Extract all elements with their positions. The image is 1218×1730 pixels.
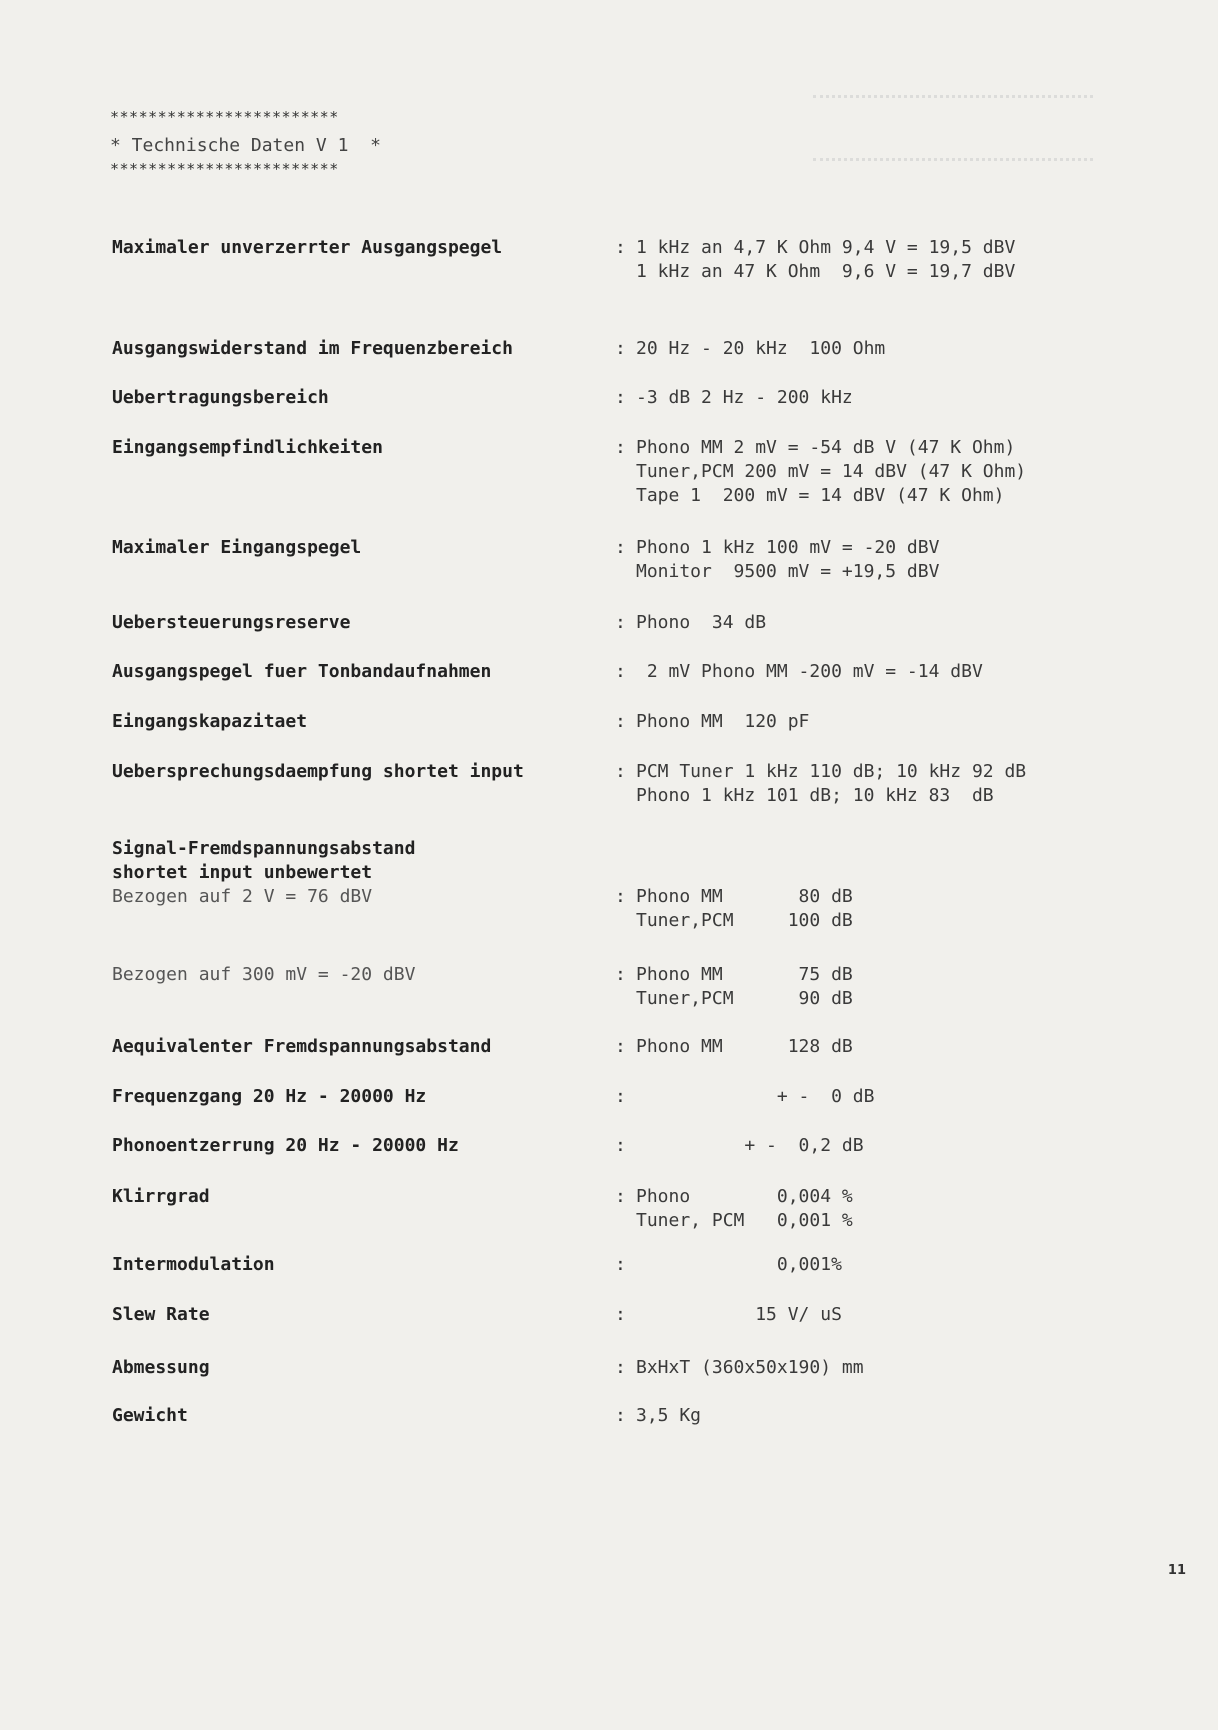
spec-value (636, 710, 809, 734)
spec-value (636, 1185, 853, 1233)
spec-label (112, 1253, 275, 1277)
spec-label-text: Phonoentzerrung 20 Hz - 20000 Hz (112, 1135, 459, 1156)
spec-colon: : (615, 338, 626, 359)
spec-value-line: 2 mV Phono MM -200 mV = -14 dBV (636, 661, 983, 682)
spec-sublabel: Bezogen auf 2 V = 76 dBV (112, 886, 373, 907)
spec-value-line: Phono 34 dB (636, 612, 767, 633)
spec-colon: : (615, 886, 626, 907)
spec-colon: : (615, 964, 626, 985)
spec-value-line: Tuner,PCM 90 dB (636, 988, 853, 1009)
spec-value-line: Tuner, PCM 0,001 % (636, 1210, 853, 1231)
spec-value-line: Phono MM 2 mV = -54 dB V (47 K Ohm) (636, 437, 1016, 458)
spec-value (636, 963, 853, 1011)
spec-colon: : (615, 537, 626, 558)
spec-colon: : (615, 387, 626, 408)
spec-value (636, 1253, 842, 1277)
spec-colon: : (615, 437, 626, 458)
spec-colon: : (615, 1086, 626, 1107)
spec-label (112, 1303, 210, 1327)
spec-label (112, 837, 415, 909)
spec-value (636, 611, 766, 635)
spec-value-line: 1 kHz an 47 K Ohm 9,6 V = 19,7 dBV (636, 261, 1016, 282)
spec-colon: : (615, 761, 626, 782)
spec-value-line: Tuner,PCM 200 mV = 14 dBV (47 K Ohm) (636, 461, 1027, 482)
spec-label-text: Maximaler Eingangspegel (112, 537, 362, 558)
spec-label (112, 536, 361, 560)
spec-value-line: Phono MM 120 pF (636, 711, 810, 732)
spec-label-text: Intermodulation (112, 1254, 275, 1275)
spec-label (112, 963, 415, 987)
spec-label-text: Ausgangspegel fuer Tonbandaufnahmen (112, 661, 492, 682)
spec-value-line: Tuner,PCM 100 dB (636, 910, 853, 931)
spec-label-text: Uebersteuerungsreserve (112, 612, 351, 633)
spec-value-line: 3,5 Kg (636, 1405, 702, 1426)
spec-label-text: Aequivalenter Fremdspannungsabstand (112, 1036, 492, 1057)
spec-value (636, 1085, 874, 1109)
spec-sublabel: Bezogen auf 300 mV = -20 dBV (112, 964, 416, 985)
spec-label-text: Eingangskapazitaet (112, 711, 308, 732)
spec-colon: : (615, 1186, 626, 1207)
spec-value-line: 0,001% (636, 1254, 842, 1275)
spec-value-line: Phono 1 kHz 100 mV = -20 dBV (636, 537, 940, 558)
spec-value-line: Phono 1 kHz 101 dB; 10 kHz 83 dB (636, 785, 994, 806)
spec-label-text: Klirrgrad (112, 1186, 210, 1207)
header-stars-bottom: ************************ (110, 160, 339, 178)
spec-value-line: Phono MM 75 dB (636, 964, 853, 985)
spec-value-line: Monitor 9500 mV = +19,5 dBV (636, 561, 940, 582)
spec-value-line: BxHxT (360x50x190) mm (636, 1357, 864, 1378)
page-number: 11 (1167, 1563, 1186, 1578)
spec-colon: : (615, 612, 626, 633)
spec-value-line: 15 V/ uS (636, 1304, 842, 1325)
spec-colon: : (615, 1357, 626, 1378)
spec-colon: : (615, 1405, 626, 1426)
spec-label-text: Signal-Fremdspannungsabstand (112, 838, 416, 859)
spec-label-text: Frequenzgang 20 Hz - 20000 Hz (112, 1086, 427, 1107)
spec-colon: : (615, 711, 626, 732)
spec-value (636, 660, 983, 684)
spec-value-line: + - 0 dB (636, 1086, 875, 1107)
spec-value (636, 760, 1026, 808)
spec-label-text: Gewicht (112, 1405, 188, 1426)
spec-label-text: Uebertragungsbereich (112, 387, 329, 408)
spec-label-text: Eingangsempfindlichkeiten (112, 437, 383, 458)
spec-value-line: 20 Hz - 20 kHz 100 Ohm (636, 338, 886, 359)
bleed-through-shadow (813, 95, 1093, 161)
spec-value-line: 1 kHz an 4,7 K Ohm 9,4 V = 19,5 dBV (636, 237, 1016, 258)
spec-value (636, 1134, 864, 1158)
spec-label (112, 1085, 426, 1109)
header-stars-top: ************************ (110, 108, 339, 126)
spec-value (636, 436, 1026, 508)
spec-value (636, 536, 939, 584)
spec-label-text: Uebersprechungsdaempfung shortet input (112, 761, 524, 782)
spec-value (636, 386, 853, 410)
spec-label-text: Abmessung (112, 1357, 210, 1378)
spec-value-line: Phono MM 128 dB (636, 1036, 853, 1057)
spec-label-text: Slew Rate (112, 1304, 210, 1325)
spec-label (112, 1134, 459, 1158)
spec-colon: : (615, 1254, 626, 1275)
spec-label (112, 236, 502, 260)
spec-label (112, 386, 329, 410)
spec-colon: : (615, 237, 626, 258)
spec-value-line: PCM Tuner 1 kHz 110 dB; 10 kHz 92 dB (636, 761, 1027, 782)
spec-value-line: + - 0,2 dB (636, 1135, 864, 1156)
spec-value (636, 885, 853, 933)
spec-label-text: Maximaler unverzerrter Ausgangspegel (112, 237, 503, 258)
spec-value (636, 1404, 701, 1428)
spec-label (112, 760, 524, 784)
spec-colon: : (615, 661, 626, 682)
spec-label (112, 710, 307, 734)
spec-value (636, 1356, 864, 1380)
spec-value (636, 337, 885, 361)
page-title: * Technische Daten V 1 * (110, 135, 381, 156)
spec-value-line: -3 dB 2 Hz - 200 kHz (636, 387, 853, 408)
spec-value (636, 236, 1015, 284)
spec-colon: : (615, 1304, 626, 1325)
spec-label (112, 611, 350, 635)
spec-value (636, 1303, 842, 1327)
spec-label (112, 337, 513, 361)
spec-value-line: Tape 1 200 mV = 14 dBV (47 K Ohm) (636, 485, 1005, 506)
spec-label (112, 1035, 491, 1059)
spec-value-line: Phono MM 80 dB (636, 886, 853, 907)
spec-label (112, 1185, 210, 1209)
spec-value-line: Phono 0,004 % (636, 1186, 853, 1207)
spec-label (112, 436, 383, 460)
spec-label-text: Ausgangswiderstand im Frequenzbereich (112, 338, 513, 359)
spec-value (636, 1035, 853, 1059)
spec-label (112, 1356, 210, 1380)
spec-colon: : (615, 1135, 626, 1156)
spec-label (112, 660, 491, 684)
spec-label (112, 1404, 188, 1428)
spec-colon: : (615, 1036, 626, 1057)
spec-label-text: shortet input unbewertet (112, 862, 373, 883)
